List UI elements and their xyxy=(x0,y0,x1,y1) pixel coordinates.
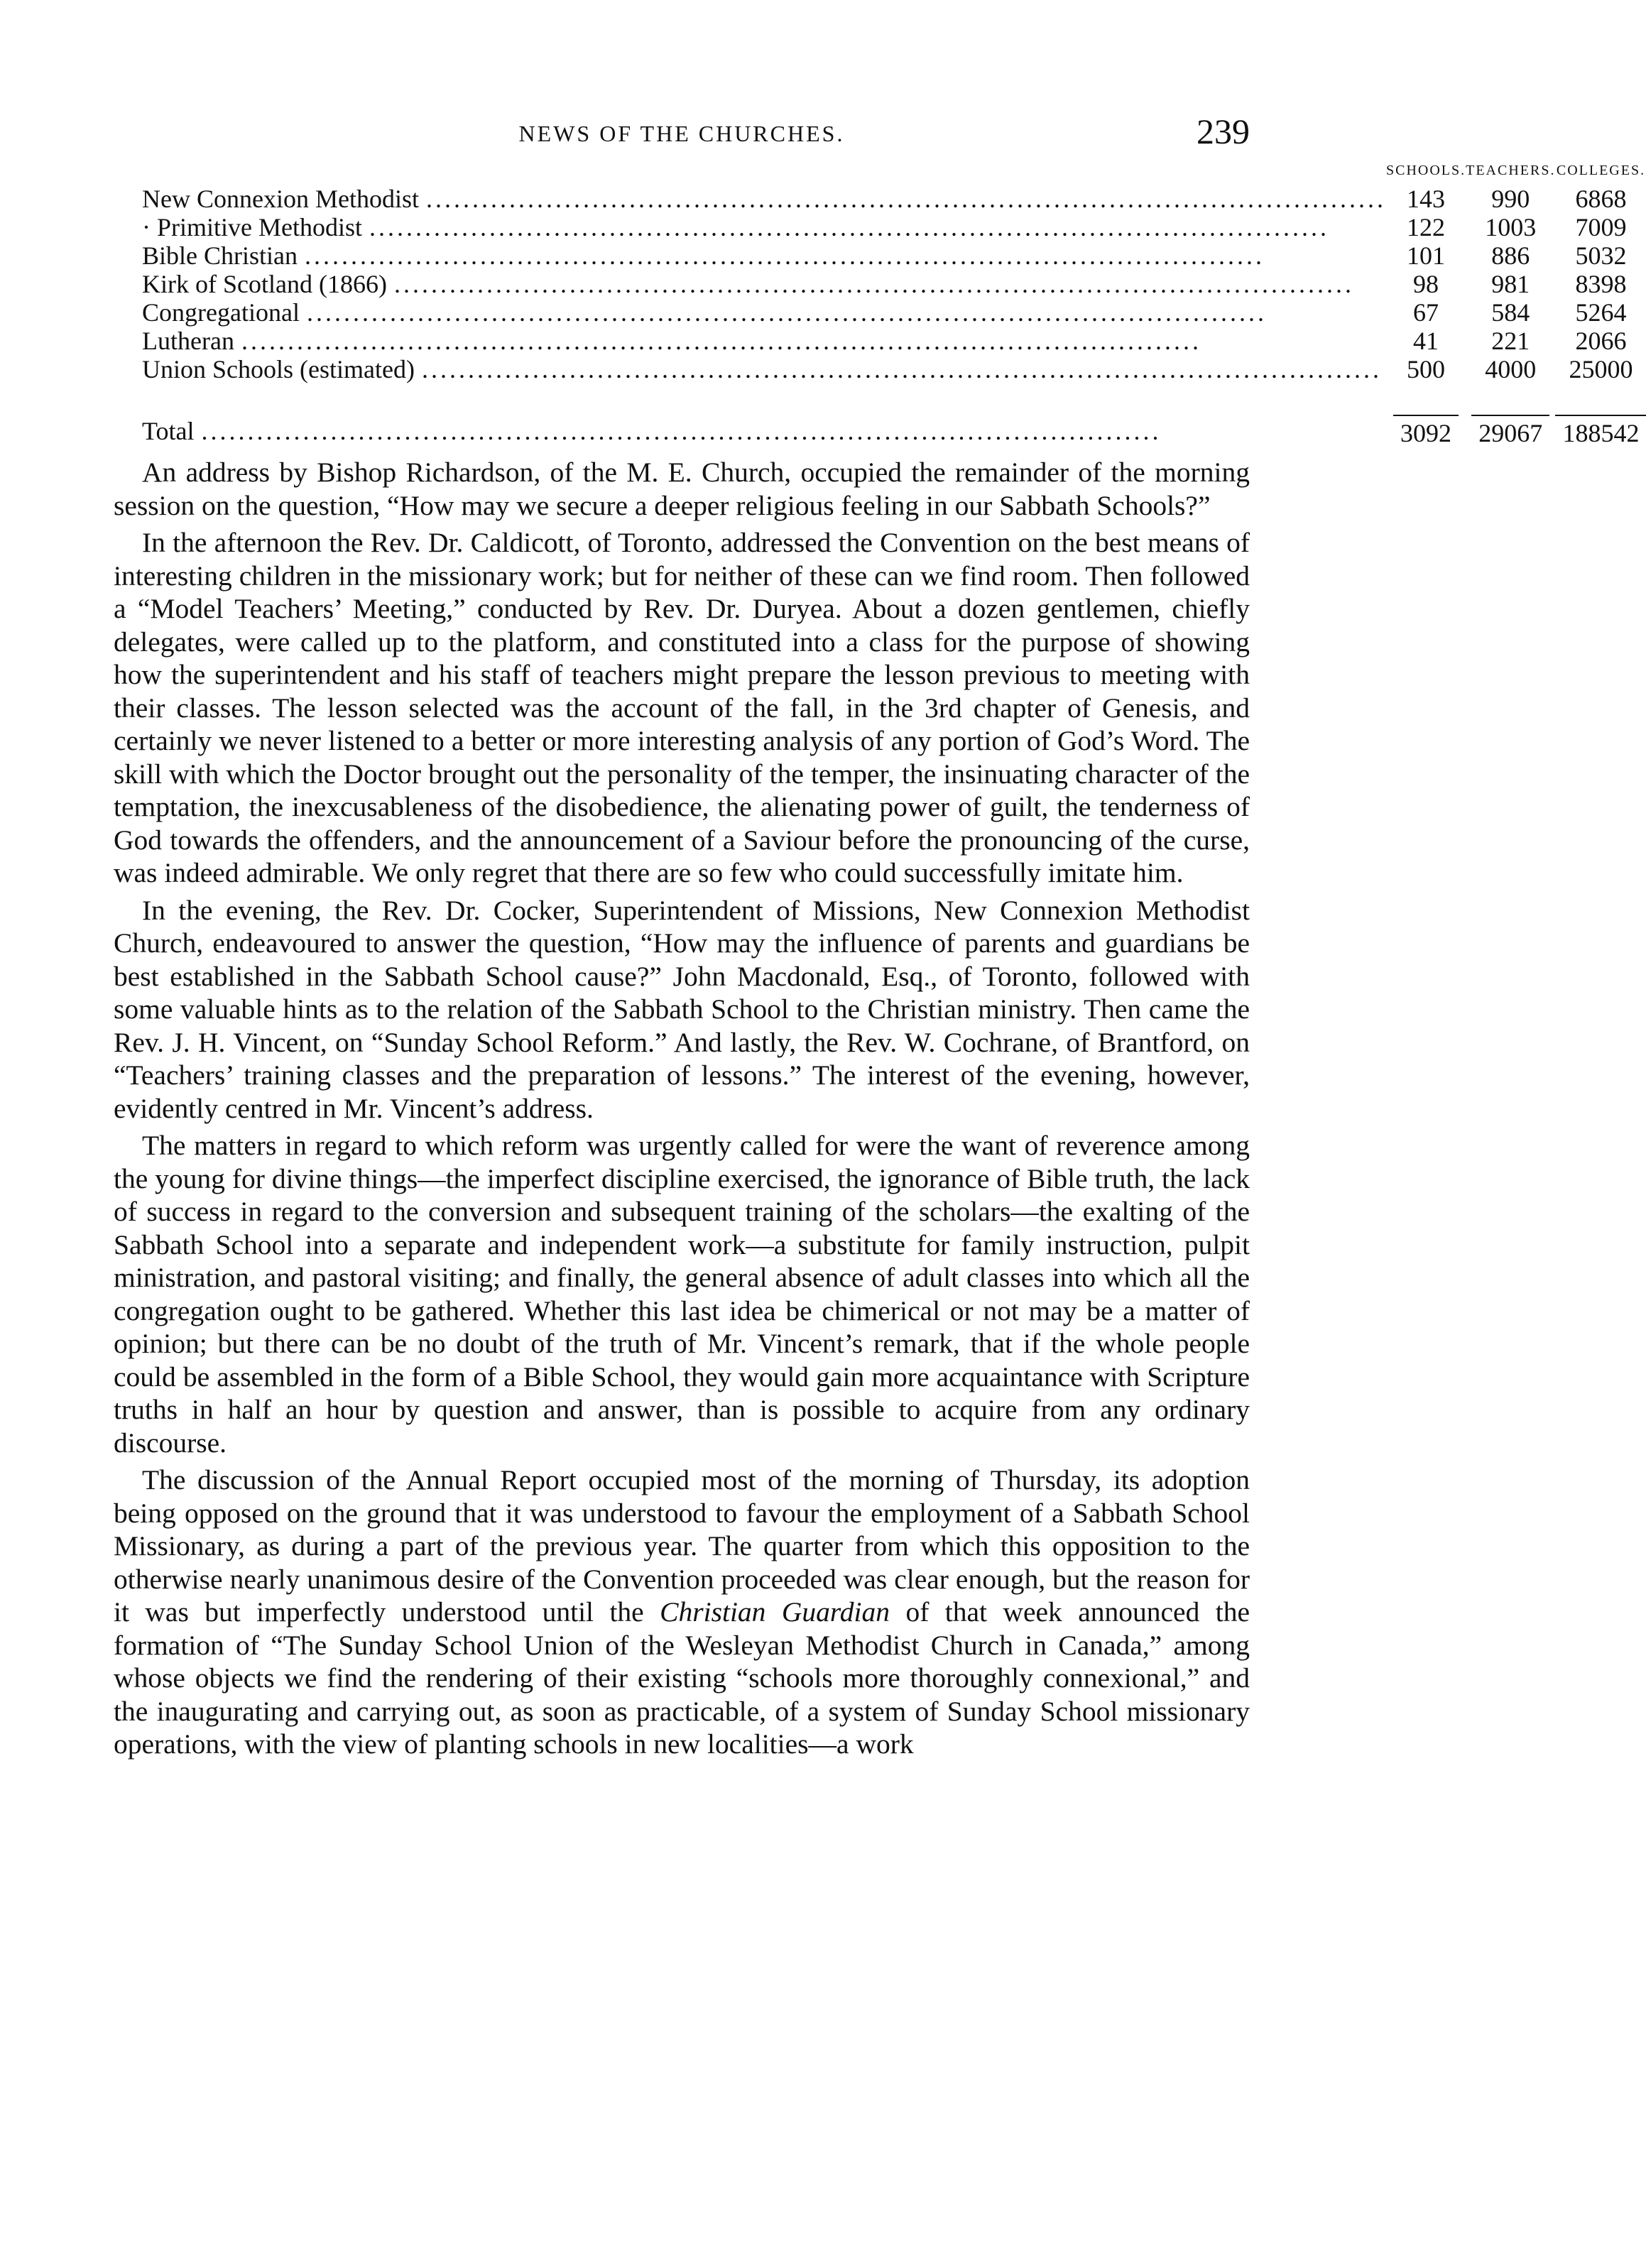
document-page xyxy=(114,107,1646,1765)
colleges-value: 7009 xyxy=(1575,213,1627,241)
table-row xyxy=(142,327,1646,355)
table-row xyxy=(142,270,1646,298)
schools-column-header: SCHOOLS. xyxy=(1385,163,1466,178)
dot-leader: ........................................................................................................ xyxy=(306,298,1267,327)
table-row xyxy=(142,185,1646,213)
colleges-value: 5264 xyxy=(1575,298,1627,327)
total-colleges-value: 188542 xyxy=(1555,415,1646,447)
teachers-value: 981 xyxy=(1491,270,1530,298)
paragraph-reform-matters: The matters in regard to which reform was urgently called for were the want of reverence among the young for divine things—the imperfect discipline exercised, the ignorance of Bible truth, the lack of success in regard to the conversion and subsequent training of the scholars—the exalting of the Sabbath School into a separate and independent work—a substitute for family instruction, pulpit ministration, and pastoral visiting; and finally, the general absence of adult classes into which all the congregation ought to be gathered. Whether this last idea be chimerical or not may be a matter of opinion; but there can be no doubt of the truth of Mr. Vincent’s remark, that if the whole people could be assembled in the form of a Bible School, they would gain more acquaintance with Scripture truths in half an hour by question and answer, than is possible to acquire from any ordinary discourse. xyxy=(114,1130,1250,1459)
schools-value: 101 xyxy=(1407,241,1446,270)
table-row xyxy=(142,355,1646,383)
running-title: NEWS OF THE CHURCHES. xyxy=(518,121,845,146)
dot-leader: ........................................................................................................ xyxy=(201,417,1162,445)
teachers-column-header: TEACHERS. xyxy=(1466,163,1556,178)
article-body xyxy=(114,456,1250,1761)
denomination-name: Congregational xyxy=(142,298,307,327)
denomination-name: Lutheran xyxy=(142,327,241,355)
colleges-value: 8398 xyxy=(1575,270,1627,298)
table-row xyxy=(142,298,1646,327)
denomination-name: Kirk of Scotland (1866) xyxy=(142,270,394,298)
total-schools-value: 3092 xyxy=(1393,415,1459,447)
total-label: Total xyxy=(142,417,201,445)
teachers-value: 584 xyxy=(1491,298,1530,327)
denomination-column-header xyxy=(142,156,1386,185)
schools-value: 67 xyxy=(1413,298,1439,327)
paragraph-bishop-richardson: An address by Bishop Richardson, of the M. E. Church, occupied the remainder of the morning session on the question, “How may we secure a deeper religious feeling in our Sabbath Schools?” xyxy=(114,457,1250,521)
denomination-name: New Connexion Methodist xyxy=(142,185,426,213)
dot-leader: ........................................................................................................ xyxy=(393,270,1354,298)
schools-value: 143 xyxy=(1407,185,1446,213)
schools-value: 41 xyxy=(1413,327,1439,355)
sabbath-school-statistics-table xyxy=(142,156,1646,447)
total-teachers-value: 29067 xyxy=(1471,415,1549,447)
paragraph-afternoon-session: In the afternoon the Rev. Dr. Caldicott, of Toronto, addressed the Convention on the best means of interesting children in the missionary work; but for neither of these can we find room. Then followed a “Model Teachers’ Meeting,” conducted by Rev. Dr. Duryea. About a dozen gentlemen, chiefly delegates, were called up to the platform, and constituted into a class for the purpose of showing how the superintendent and his staff of teachers might prepare the lesson previous to meeting with their classes. The lesson selected was the account of the fall, in the 3rd chapter of Genesis, and certainly we never listened to a better or more interesting analysis of any portion of God’s Word. The skill with which the Doctor brought out the personality of the temper, the insinuating character of the temptation, the inexcusableness of the disobedience, the alienating power of guilt, the tenderness of God towards the offenders, and the announcement of a Saviour before the pronouncing of the curse, was indeed admirable. We only regret that there are so few who could successfully imitate him. xyxy=(114,527,1250,888)
colleges-value: 6868 xyxy=(1575,185,1627,213)
colleges-value: 25000 xyxy=(1569,355,1633,383)
teachers-value: 1003 xyxy=(1485,213,1537,241)
denomination-name: Union Schools (estimated) xyxy=(142,355,422,383)
schools-value: 500 xyxy=(1407,355,1446,383)
colleges-value: 2066 xyxy=(1575,327,1627,355)
total-row xyxy=(142,383,1646,447)
dot-leader: ........................................................................................................ xyxy=(425,185,1386,213)
denomination-name: Bible Christian xyxy=(142,241,305,270)
table-row xyxy=(142,241,1646,270)
running-header xyxy=(114,107,1250,156)
teachers-value: 221 xyxy=(1491,327,1530,355)
dot-leader: ........................................................................................................ xyxy=(305,241,1265,270)
schools-value: 122 xyxy=(1407,213,1446,241)
dot-leader: ........................................................................................................ xyxy=(241,327,1201,355)
dot-leader: ........................................................................................................ xyxy=(369,213,1329,241)
table-row xyxy=(142,213,1646,241)
page-number: 239 xyxy=(1197,111,1250,151)
teachers-value: 990 xyxy=(1491,185,1530,213)
paragraph-annual-report xyxy=(114,1463,1250,1761)
paragraph-evening-session: In the evening, the Rev. Dr. Cocker, Superintendent of Missions, New Connexion Methodist Church, endeavoured to answer the question, “How may the influence of parents and guardians be best established in the Sabbath School cause?” John Macdonald, Esq., of Toronto, followed with some valuable hints as to the relation of the Sabbath School to the Christian ministry. Then came the Rev. J. H. Vincent, on “Sunday School Reform.” And lastly, the Rev. W. Cochrane, of Brantford, on “Teachers’ training classes and the preparation of lessons.” The interest of the evening, however, evidently centred in Mr. Vincent’s address. xyxy=(114,894,1250,1124)
teachers-value: 886 xyxy=(1491,241,1530,270)
colleges-column-header: COLLEGES. xyxy=(1556,163,1646,178)
christian-guardian-title: Christian Guardian xyxy=(660,1596,890,1628)
annual-report-text-before: The discussion of the Annual Report occupied most of the morning of Thursday, its adoption being opposed on the ground that it was understood to favour the employment of a Sabbath School Missionary, as during a part of the previous year. The quarter from which this opposition to the otherwise nearly unanimous desire of the Convention proceeded was clear enough, but the reason for it was but imperfectly understood until the xyxy=(114,1464,1250,1628)
dot-leader: ........................................................................................................ xyxy=(421,355,1382,383)
teachers-value: 4000 xyxy=(1485,355,1537,383)
annual-report-text-after: of that week announced the formation of “The Sunday School Union of the Wesleyan Methodist Church in Canada,” among whose objects we find the rendering of their existing “schools more thoroughly connexional,” and the inaugurating and carrying out, as soon as practicable, of a system of Sunday School missionary operations, with the view of planting schools in new localities—a work xyxy=(114,1596,1250,1760)
denomination-name: · Primitive Methodist xyxy=(142,213,369,241)
colleges-value: 5032 xyxy=(1575,241,1627,270)
table-header-row xyxy=(142,156,1646,185)
schools-value: 98 xyxy=(1413,270,1439,298)
